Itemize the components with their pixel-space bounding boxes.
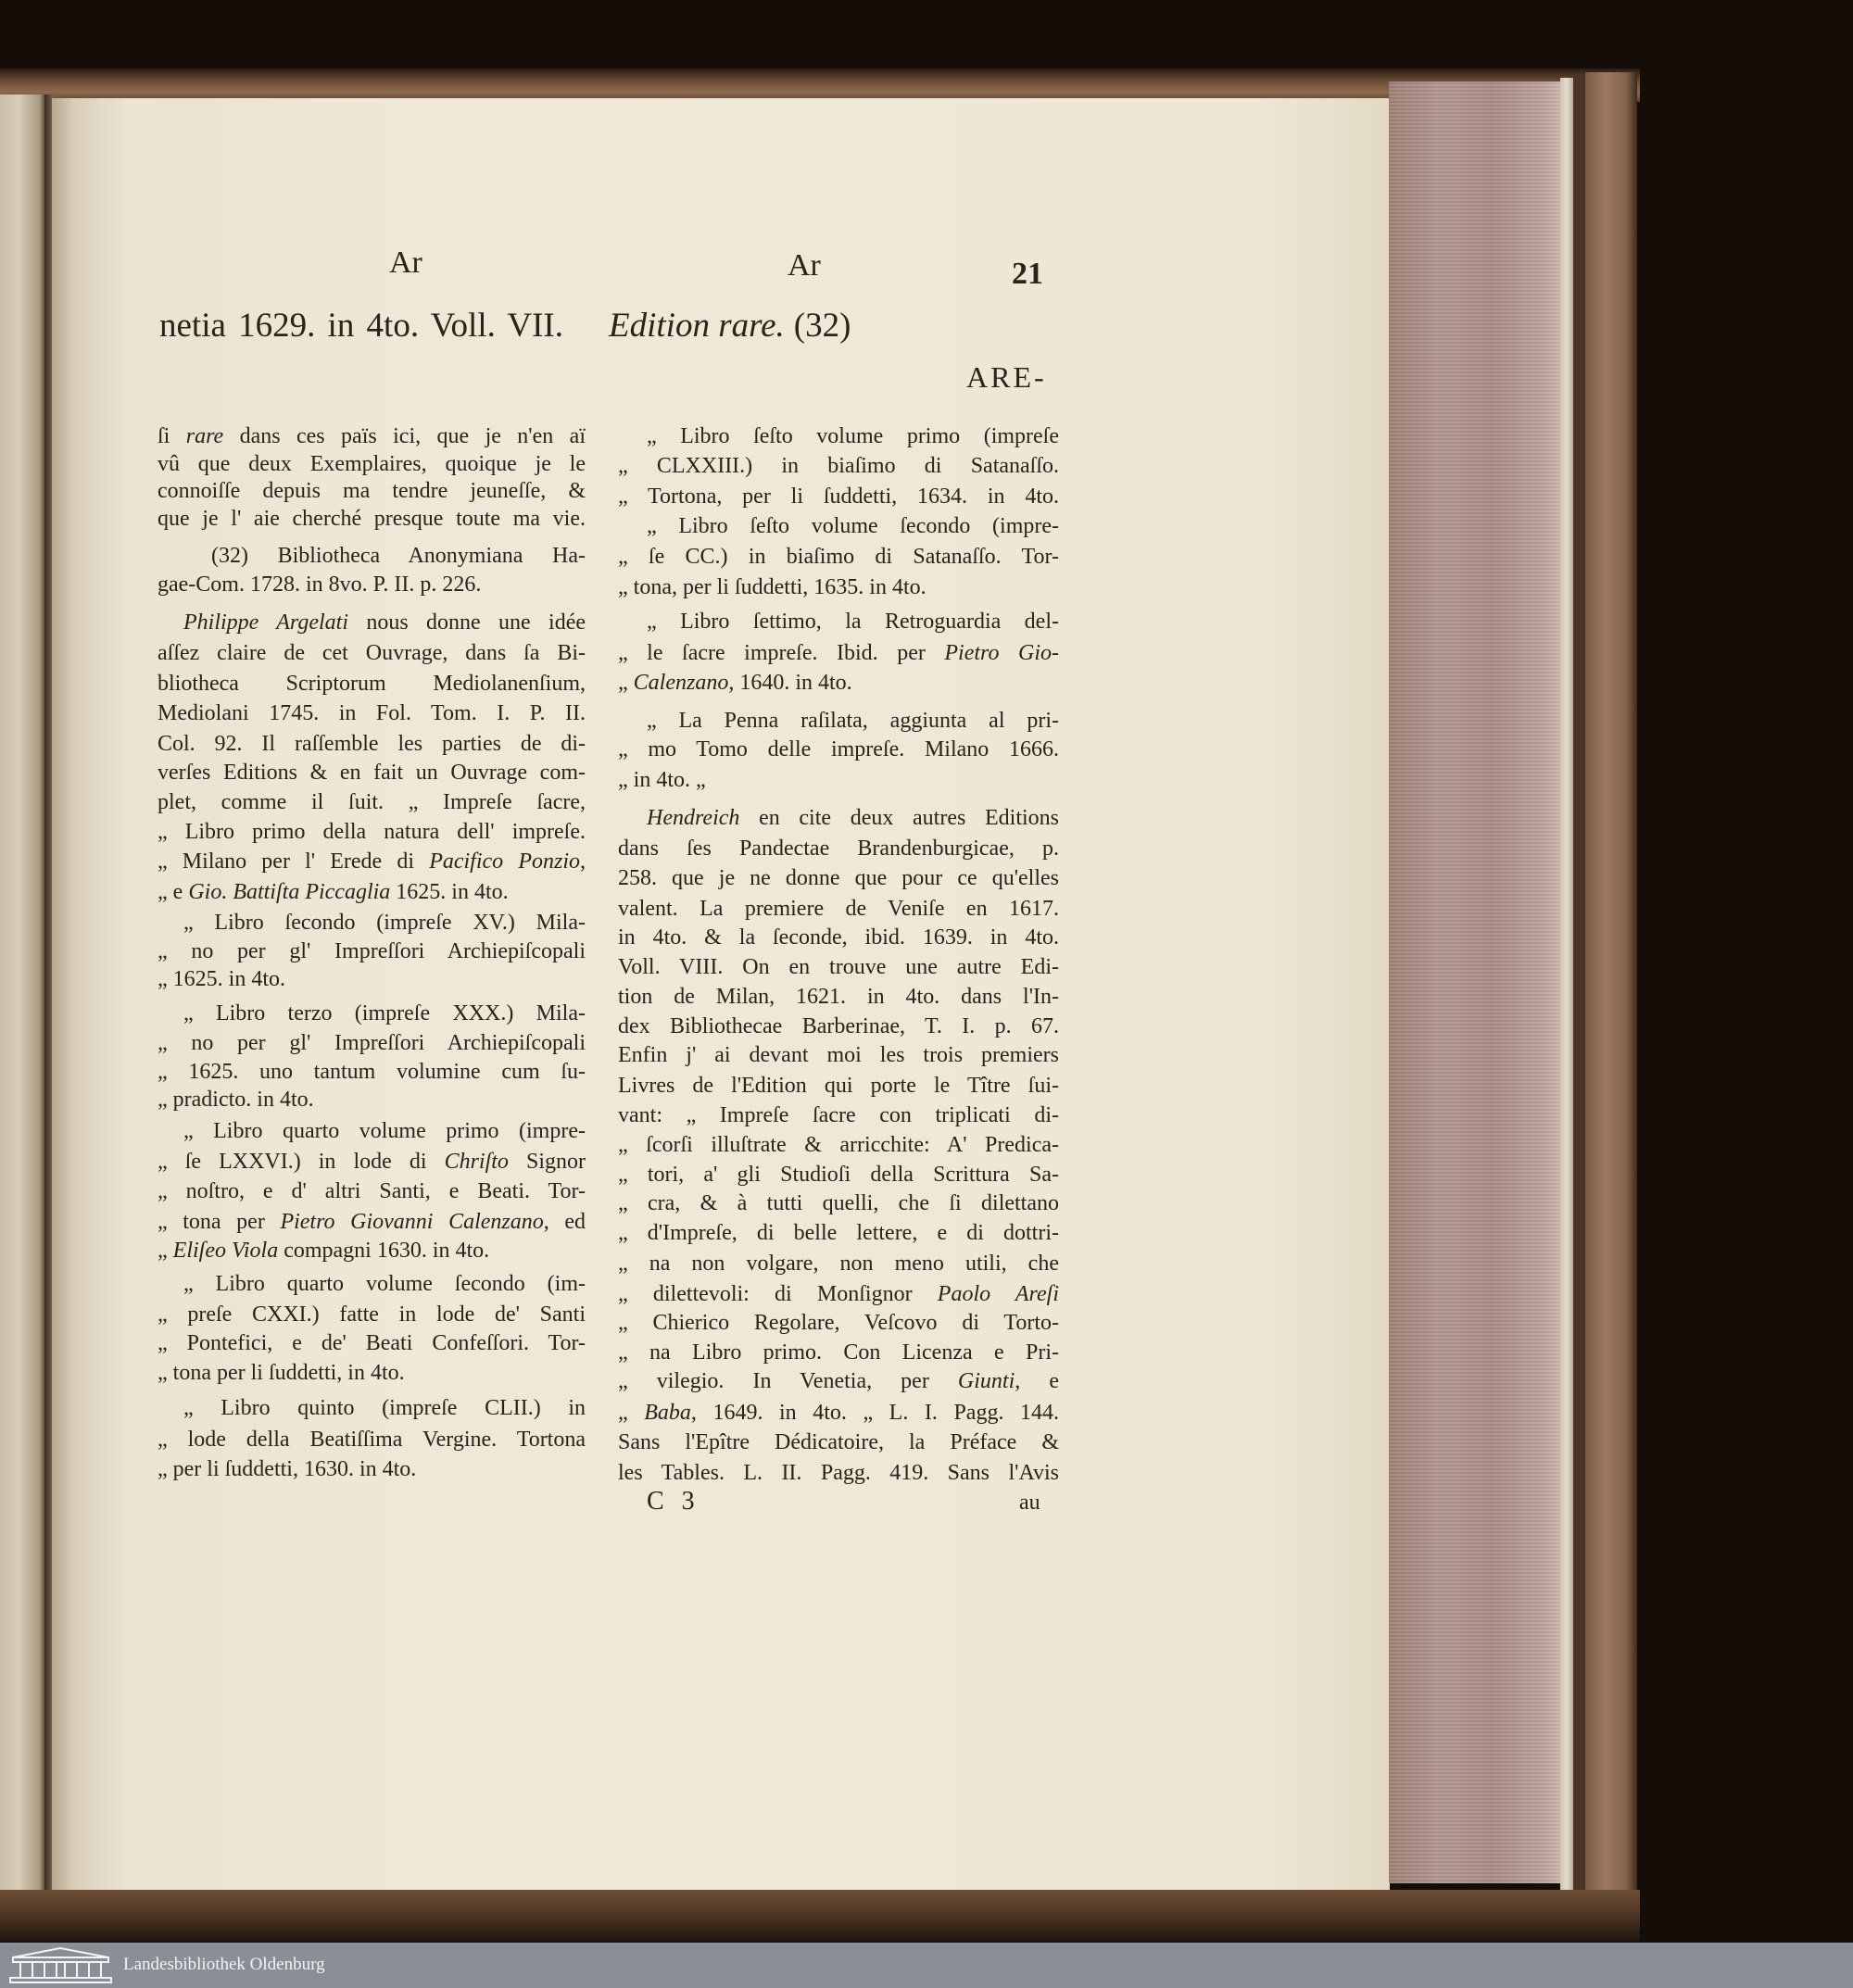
- left-column-line: [158, 1086, 586, 1114]
- text-run: „: [158, 1239, 173, 1263]
- left-column-line: [158, 1237, 586, 1265]
- text-run: „ vilegio. In Venetia, per: [618, 1369, 958, 1393]
- text-run: „ dilettevoli: di Monſignor: [618, 1282, 938, 1306]
- text-run: „ Libro ſecondo (impreſe XV.) Mila-: [183, 911, 586, 935]
- italic-text-run: Hendreich: [647, 806, 740, 830]
- text-run: „ mo Tomo delle impreſe. Milano 1666.: [618, 737, 1059, 761]
- page-number: 21: [1012, 257, 1043, 291]
- text-run: , 1640. in 4to.: [728, 671, 852, 695]
- page-fore-edge: [1389, 82, 1561, 1883]
- italic-text-run: Baba: [644, 1401, 691, 1425]
- text-run: tion de Milan, 1621. in 4to. dans l'In-: [618, 985, 1059, 1009]
- text-run: valent. La premiere de Veniſe en 1617.: [618, 897, 1059, 921]
- text-run: „ e: [158, 880, 189, 904]
- left-column-line: [158, 1455, 586, 1483]
- text-run: ſi: [158, 424, 186, 448]
- right-column-line: [618, 639, 1059, 667]
- text-run: bliotheca Scriptorum Mediolanenſium,: [158, 672, 586, 696]
- text-run: „ le ſacre impreſe. Ibid. per: [618, 641, 945, 665]
- text-run: „ Libro primo della natura dell' impreſe.: [158, 820, 586, 844]
- right-column-line: [618, 766, 1059, 794]
- left-column-line: [158, 759, 586, 786]
- right-column-line: [618, 1219, 1059, 1247]
- left-column-line: [158, 1301, 586, 1328]
- right-column-line: [618, 864, 1059, 892]
- text-run: „ Libro ſettimo, la Retroguardia del-: [647, 610, 1059, 634]
- text-run: Livres de l'Edition qui porte le Tître ſui-: [618, 1074, 1059, 1098]
- left-column-line: [158, 1426, 586, 1453]
- left-column-line: [183, 609, 586, 636]
- italic-text-run: Giunti: [957, 1369, 1015, 1393]
- italic-text-run: Pietro Gio-: [944, 641, 1059, 665]
- text-run: que je l' aie cherché presque toute ma vie.: [158, 507, 586, 531]
- catchline-italic: Edition rare.: [609, 307, 785, 345]
- right-column-line: [647, 804, 1059, 832]
- right-column-line: [618, 1367, 1059, 1395]
- right-column-line: [618, 1428, 1059, 1456]
- text-run: plet, comme il ſuit. „ Impreſe ſacre,: [158, 790, 586, 814]
- right-column-line: [618, 452, 1059, 480]
- text-run: „ ſe CC.) in biaſimo di Satanaſſo. Tor-: [618, 545, 1059, 569]
- text-run: „ 1625. in 4to.: [158, 967, 285, 991]
- text-run: Col. 92. Il raſſemble les parties de di-: [158, 732, 586, 756]
- right-column-line: [618, 1459, 1059, 1487]
- right-column-line: [618, 669, 1059, 697]
- italic-text-run: Calenzano: [633, 671, 729, 695]
- text-run: „ Chierico Regolare, Veſcovo di Torto-: [618, 1311, 1059, 1335]
- italic-text-run: Gio. Battiſta Piccaglia: [188, 880, 391, 904]
- left-column-line: [158, 477, 586, 505]
- running-head-left: Ar: [389, 245, 422, 280]
- italic-text-run: Paolo Areſi: [937, 1282, 1059, 1306]
- right-column-line: [618, 1250, 1059, 1277]
- left-column-line: [158, 1329, 586, 1357]
- right-column-line: [618, 1161, 1059, 1189]
- left-column-line: [158, 505, 586, 533]
- text-run: „ tori, a' gli Studioſi della Scrittura Sa-: [618, 1163, 1059, 1187]
- text-run: ,: [580, 849, 586, 874]
- text-run: „ no per gl' Impreſſori Archiepiſcopali: [158, 1031, 586, 1055]
- right-column-line: [618, 924, 1059, 951]
- text-run: in 4to. & la ſeconde, ibid. 1639. in 4to.: [618, 925, 1059, 950]
- text-run: „ na non volgare, non meno utili, che: [618, 1252, 1059, 1276]
- text-run: „ Milano per l' Erede di: [158, 849, 430, 874]
- text-run: „ tona per li ſuddetti, in 4to.: [158, 1361, 405, 1385]
- text-run: „ Libro terzo (impreſe XXX.) Mila-: [183, 1001, 586, 1025]
- cover-edge-line: [1573, 74, 1585, 1897]
- text-run: , e: [1015, 1369, 1059, 1393]
- text-run: connoiſſe depuis ma tendre jeuneſſe, &: [158, 479, 586, 503]
- text-run: „ lode della Beatiſſima Vergine. Tortona: [158, 1428, 586, 1452]
- catchword: au: [1019, 1491, 1040, 1515]
- italic-text-run: Chriſto: [444, 1150, 509, 1174]
- text-run: „ ſcorſi illuſtrate & arricchite: A' Predica-: [618, 1133, 1059, 1157]
- library-building-icon: [7, 1945, 114, 1984]
- right-column-line: [618, 1339, 1059, 1366]
- text-run: „ Pontefici, e de' Beati Confeſſori. Tor-: [158, 1331, 586, 1355]
- left-column-line: [158, 848, 586, 875]
- left-column-line: [183, 1117, 586, 1145]
- text-run: Mediolani 1745. in Fol. Tom. I. P. II.: [158, 701, 586, 725]
- text-run: verſes Editions & en fait un Ouvrage com-: [158, 761, 586, 785]
- text-run: en cite deux autres Editions: [739, 806, 1059, 830]
- text-run: 258. que je ne donne que pour ce qu'elles: [618, 866, 1059, 890]
- italic-text-run: Eliſeo Viola: [172, 1239, 279, 1263]
- text-run: Sans l'Epître Dédicatoire, la Préface &: [618, 1430, 1059, 1454]
- right-column-line: [647, 707, 1059, 735]
- right-column-line: [618, 1309, 1059, 1337]
- right-column-line: [618, 1041, 1059, 1069]
- text-run: dans ſes Pandectae Brandenburgicae, p.: [618, 837, 1059, 861]
- text-run: „ La Penna raſilata, aggiunta al pri-: [647, 709, 1059, 733]
- left-column-line: [158, 730, 586, 758]
- text-run: compagni 1630. in 4to.: [278, 1239, 490, 1263]
- text-run: „ cra, & à tutti quelli, che ſi dilettano: [618, 1191, 1059, 1215]
- left-column-line: [183, 1270, 586, 1298]
- text-run: „ pradicto. in 4to.: [158, 1088, 314, 1112]
- text-run: „ Libro ſeſto volume ſecondo (impre-: [647, 514, 1059, 538]
- right-column-line: [618, 953, 1059, 981]
- left-column-line: [158, 788, 586, 816]
- right-column-line: [618, 1399, 1059, 1427]
- left-column-line: [158, 571, 586, 598]
- text-run: „ per li ſuddetti, 1630. in 4to.: [158, 1457, 417, 1481]
- running-head-right: Ar: [788, 248, 821, 283]
- text-run: vant: „ Impreſe ſacre con triplicati di-: [618, 1103, 1059, 1127]
- right-column-line: [618, 1280, 1059, 1308]
- text-run: „ ſe LXXVI.) in lode di: [158, 1150, 445, 1174]
- italic-text-run: rare: [185, 424, 224, 448]
- catchline-note: (32): [793, 307, 851, 345]
- right-column-line: [618, 1101, 1059, 1129]
- catchline-left: netia 1629. in 4to. Voll. VII.: [159, 307, 563, 345]
- text-run: „: [618, 1401, 645, 1425]
- right-column-line: [647, 512, 1059, 540]
- text-run: aſſez claire de cet Ouvrage, dans ſa Bi-: [158, 641, 586, 665]
- left-column-line: [183, 1394, 586, 1422]
- text-run: „ na Libro primo. Con Licenza e Pri-: [618, 1340, 1059, 1365]
- text-run: , 1649. in 4to. „ L. I. Pagg. 144.: [690, 1401, 1060, 1425]
- left-column-line: [158, 1177, 586, 1205]
- text-run: Signor: [508, 1150, 586, 1174]
- left-column-line: [158, 818, 586, 846]
- right-column-line: [618, 736, 1059, 763]
- left-column-line: [158, 699, 586, 727]
- text-run: „ tona, per li ſuddetti, 1635. in 4to.: [618, 575, 926, 599]
- text-run: Enfin j' ai devant moi les trois premiers: [618, 1043, 1059, 1067]
- left-column-line: [158, 1029, 586, 1057]
- right-column-line: [618, 1013, 1059, 1040]
- text-run: gae-Com. 1728. in 8vo. P. II. p. 226.: [158, 572, 482, 597]
- left-column-line: [211, 542, 586, 570]
- left-column-line: [158, 422, 586, 450]
- text-run: , ed: [543, 1210, 586, 1234]
- text-run: „ preſe CXXI.) fatte in lode de' Santi: [158, 1302, 586, 1327]
- text-run: „ Libro quarto volume ſecondo (im-: [183, 1272, 586, 1296]
- right-column-line: [618, 573, 1059, 601]
- text-run: „ 1625. uno tantum volumine cum ſu-: [158, 1060, 586, 1084]
- left-column-line: [158, 1148, 586, 1176]
- text-run: „ Libro quinto (impreſe CLII.) in: [183, 1396, 586, 1420]
- left-column-line: [158, 1359, 586, 1387]
- library-name: Landesbibliothek Oldenburg: [123, 1955, 325, 1974]
- left-column-line: [183, 909, 586, 937]
- text-run: nous donne une idée: [348, 610, 586, 635]
- book-cover-side: [1585, 72, 1637, 1902]
- right-column-line: [618, 1189, 1059, 1217]
- text-run: „ Libro ſeſto volume primo (impreſe: [647, 424, 1059, 448]
- left-column-line: [158, 639, 586, 667]
- left-column-line: [158, 937, 586, 965]
- next-entry-heading: ARE-: [966, 360, 1047, 394]
- italic-text-run: Pietro Giovanni Calenzano: [280, 1210, 544, 1234]
- text-run: les Tables. L. II. Pagg. 419. Sans l'Avis: [618, 1461, 1059, 1485]
- catchline-right: [609, 306, 887, 346]
- left-column-line: [158, 878, 586, 906]
- right-column-line: [618, 543, 1059, 571]
- right-column-line: [618, 1072, 1059, 1100]
- text-run: „: [618, 671, 634, 695]
- text-run: „ CLXXIII.) in biaſimo di Satanaſſo.: [618, 454, 1059, 478]
- text-run: „ in 4to. „: [618, 768, 706, 792]
- left-column-line: [158, 965, 586, 993]
- left-column-line: [183, 1000, 586, 1027]
- right-column-line: [647, 422, 1059, 450]
- italic-text-run: Philippe Argelati: [183, 610, 348, 635]
- text-run: „ d'Impreſe, di belle lettere, e di dottri-: [618, 1221, 1059, 1245]
- text-run: „ Tortona, per li ſuddetti, 1634. in 4to.: [618, 484, 1059, 509]
- book-cover-bottom-edge: [0, 1890, 1640, 1942]
- right-column-line: [647, 608, 1059, 635]
- left-page-edge: [0, 94, 46, 1892]
- text-run: „ tona per: [158, 1210, 281, 1234]
- text-run: vû que deux Exemplaires, quoique je le: [158, 452, 586, 476]
- left-column-line: [158, 1208, 586, 1236]
- text-run: „ noſtro, e d' altri Santi, e Beati. Tor-: [158, 1179, 586, 1203]
- text-run: dex Bibliothecae Barberinae, T. I. p. 67.: [618, 1014, 1059, 1038]
- text-run: „ Libro quarto volume primo (impre-: [183, 1119, 586, 1143]
- text-run: 1625. in 4to.: [390, 880, 509, 904]
- left-column-line: [158, 450, 586, 478]
- page-edge-strip: [1560, 78, 1573, 1894]
- right-column-line: [618, 1131, 1059, 1159]
- text-run: (32) Bibliotheca Anonymiana Ha-: [211, 544, 586, 568]
- left-column-line: [158, 1058, 586, 1086]
- right-column-line: [618, 483, 1059, 510]
- italic-text-run: Pacifico Ponzio: [429, 849, 580, 874]
- right-column-line: [618, 835, 1059, 862]
- signature-mark: C 3: [647, 1487, 700, 1516]
- right-column-line: [618, 983, 1059, 1011]
- right-column-line: [618, 895, 1059, 923]
- text-run: Voll. VIII. On en trouve une autre Edi-: [618, 955, 1059, 979]
- left-column-line: [158, 670, 586, 698]
- text-run: „ no per gl' Impreſſori Archiepiſcopali: [158, 939, 586, 963]
- text-run: dans ces païs ici, que je n'en aï: [223, 424, 586, 448]
